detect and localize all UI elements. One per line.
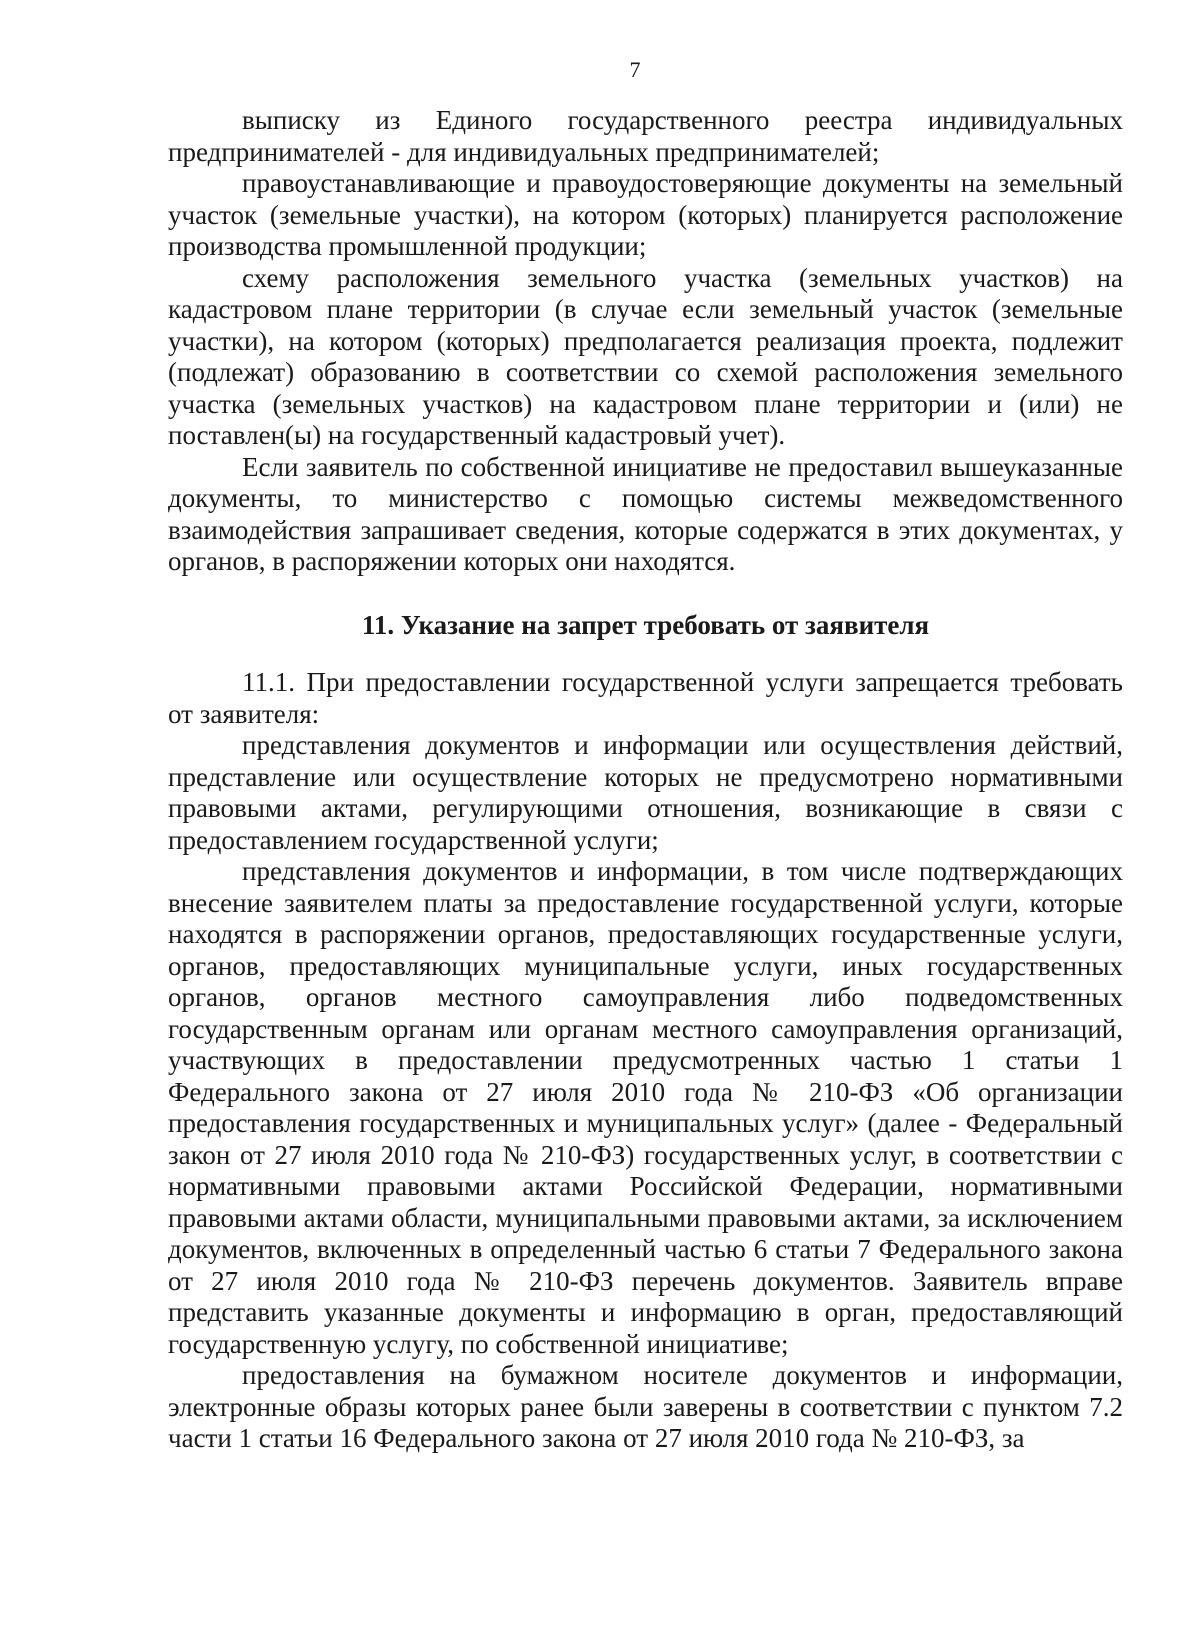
paragraph-prohibition-actions: представления документов и информации или осуществления действий, представление или осуществление которых не предусмотрено нормативными правовыми актами, регулирующими отношения, возникающие в связи с предоставлением государственной услуги;: [168, 730, 1123, 855]
paragraph-prohibition-paper: предоставления на бумажном носителе документов и информации, электронные образы которых ранее были заверены в соответствии с пунктом 7.2 части 1 статьи 16 Федерального закона от 27 июля 2010 года № 210-ФЗ, за: [168, 1360, 1123, 1453]
paragraph-interagency-request: Если заявитель по собственной инициативе не предоставил вышеуказанные документы, то министерство с помощью системы межведомственного взаимодействия запрашивает сведения, которые содержатся в этих документах, у органов, в распоряжении которых они находятся.: [168, 451, 1123, 576]
page-number: 7: [629, 57, 641, 82]
section-heading: 11. Указание на запрет требовать от заявителя: [361, 609, 930, 640]
paragraph-land-documents: правоустанавливающие и правоудостоверяющие документы на земельный участок (земельные участки), на котором (которых) планируется расположение производства промышленной продукции;: [168, 168, 1123, 261]
paragraph-land-scheme: схему расположения земельного участка (земельных участков) на кадастровом плане территории (в случае если земельный участок (земельные участки), на котором (которых) предполагается реализация проекта, подлежит (подлежат) образованию в соответствии со схемой расположения земельного участка (земельных участков) на кадастровом плане территории и (или) не поставлен(ы) на государственный кадастровый учет).: [168, 262, 1123, 450]
paragraph-prohibition-intro: 11.1. При предоставлении государственной услуги запрещается требовать от заявителя:: [168, 667, 1123, 729]
paragraph-extract-registry: выписку из Единого государственного реестра индивидуальных предпринимателей - для индивидуальных предпринимателей;: [168, 105, 1123, 167]
paragraph-prohibition-documents: представления документов и информации, в том числе подтверждающих внесение заявителем платы за предоставление государственной услуги, которые находятся в распоряжении органов, предоставляющих государственные услуги, органов, предоставляющих муниципальные услуги, иных государственных органов, органов местного самоуправления либо подведомственных государственным органам или органам местного самоуправления организаций, участвующих в предоставлении предусмотренных частью 1 статьи 1 Федерального закона от 27 июля 2010 года № 210-ФЗ «Об организации предоставления государственных и муниципальных услуг» (далее - Федеральный закон от 27 июля 2010 года № 210-ФЗ) государственных услуг, в соответствии с нормативными правовыми актами Российской Федерации, нормативными правовыми актами области, муниципальными правовыми актами, за исключением документов, включенных в определенный частью 6 статьи 7 Федерального закона от 27 июля 2010 года № 210-ФЗ перечень документов. Заявитель вправе представить указанные документы и информацию в орган, предоставляющий государственную услугу, по собственной инициативе;: [168, 856, 1123, 1359]
document-body: [168, 105, 1123, 1455]
